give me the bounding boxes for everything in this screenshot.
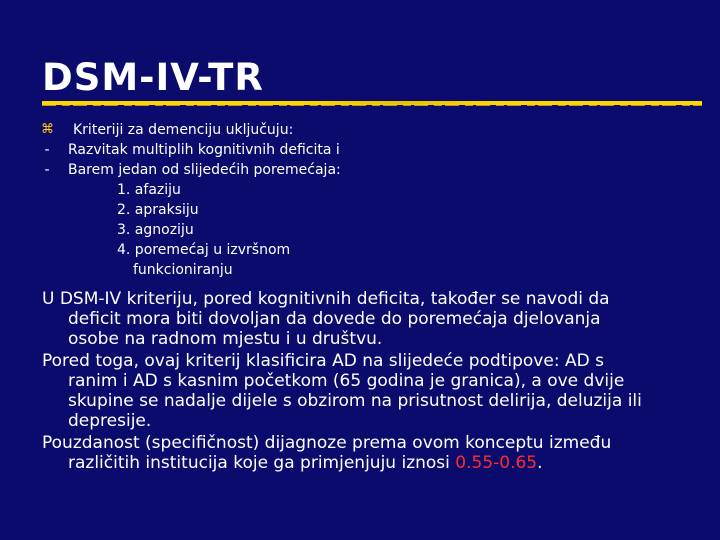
dash-item-1: Razvitak multiplih kognitivnih deficita i bbox=[68, 142, 340, 158]
paragraph3-line1: Pouzdanost (specifičnost) dijagnoze prema ovom konceptu između bbox=[42, 433, 612, 453]
paragraph2-line4: depresije. bbox=[68, 411, 152, 431]
title-underline bbox=[42, 101, 702, 105]
paragraph2-line2: ranim i AD s kasnim početkom (65 godina je granica), a ove dvije bbox=[68, 371, 625, 391]
paragraph2-line1: Pored toga, ovaj kriterij klasificira AD na slijedeće podtipove: AD s bbox=[42, 351, 604, 371]
numbered-item-2: 2. apraksiju bbox=[117, 202, 199, 218]
paragraph1-line1: U DSM-IV kriteriju, pored kognitivnih deficita, također se navodi da bbox=[42, 289, 610, 309]
paragraph1-line3: osobe na radnom mjestu i u društvu. bbox=[68, 329, 383, 349]
paragraph3-line2 bbox=[68, 453, 543, 473]
slide-title: DSM-IV-TR bbox=[42, 56, 264, 99]
paragraph1-line2: deficit mora biti dovoljan da dovede do poremećaja djelovanja bbox=[68, 309, 601, 329]
intro-text: Kriteriji za demenciju uključuju: bbox=[73, 122, 294, 138]
reliability-value: 0.55-0.65 bbox=[455, 453, 538, 473]
z-bullet-icon: ⌘ bbox=[41, 122, 54, 137]
numbered-item-3: 3. agnoziju bbox=[117, 222, 194, 238]
dash-icon: - bbox=[44, 142, 50, 158]
paragraph3-line2-text: različitih institucija koje ga primjenjuju iznosi bbox=[68, 453, 456, 473]
paragraph2-line3: skupine se nadalje dijele s obzirom na prisutnost delirija, deluzija ili bbox=[68, 391, 642, 411]
dash-item-2: Barem jedan od slijedećih poremećaja: bbox=[68, 162, 341, 178]
dash-icon: - bbox=[44, 162, 50, 178]
numbered-item-4: 4. poremećaj u izvršnom bbox=[117, 242, 291, 258]
numbered-item-1: 1. afaziju bbox=[117, 182, 181, 198]
numbered-item-4-cont: funkcioniranju bbox=[133, 262, 233, 278]
period: . bbox=[537, 453, 543, 473]
